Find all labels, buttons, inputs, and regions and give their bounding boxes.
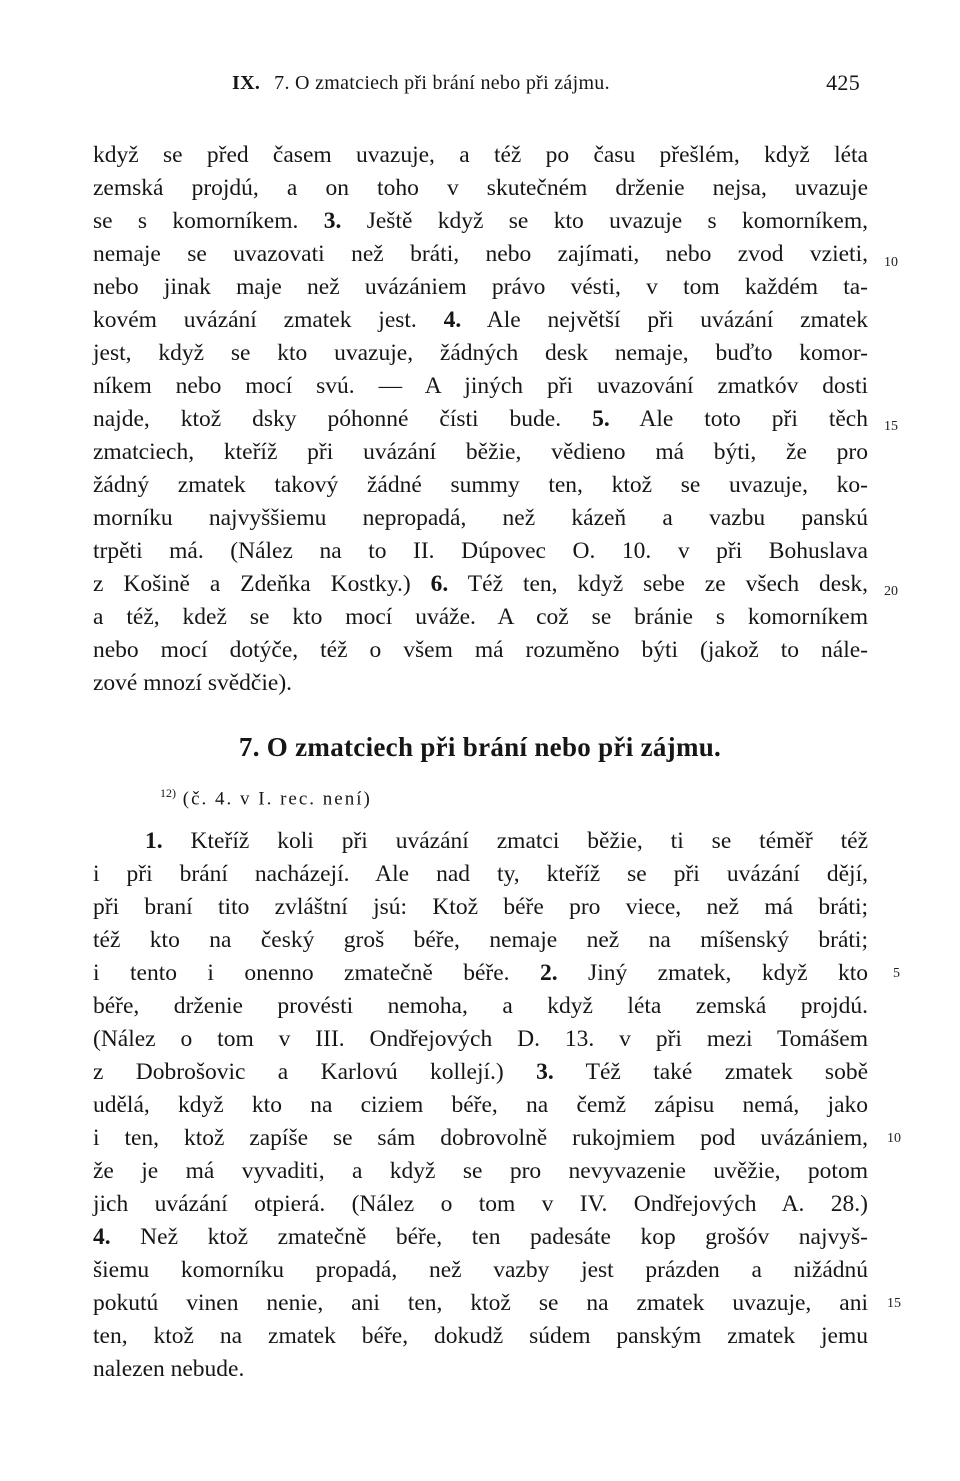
text-line: z Dobrošovic a Karlovú kollejí.) 3. Též také zmatek sobě: [93, 1059, 869, 1085]
text-line: ten, ktož na zmatek béře, dokudž súdem panským zmatek jemu: [93, 1323, 868, 1349]
text-line: nemaje se uvazovati než bráti, nebo zajímati, nebo zvod vzieti,: [93, 241, 868, 267]
line-number: 5: [893, 966, 900, 981]
text-line: že je má vyvaditi, a když se pro nevyvazenie uvěžie, potom: [93, 1158, 868, 1184]
text-line: nebo mocí dotýče, též o všem má rozuměno býti (jakož to nále-: [93, 637, 868, 663]
running-title: [232, 72, 610, 95]
line-number: 10: [887, 1131, 901, 1146]
text-line: i tento i onenno zmatečně béře. 2. Jiný zmatek, když kto: [93, 960, 869, 986]
text-line: pokutú vinen nenie, ani ten, ktož se na zmatek uvazuje, ani: [93, 1290, 868, 1316]
text-line: žádný zmatek takový žádné summy ten, ktož se uvazuje, ko-: [93, 472, 868, 498]
text-line: zmatciech, kteříž při uvázání běžie, vědieno má býti, že pro: [93, 439, 868, 465]
text-line: šiemu komorníku propadá, než vazby jest prázden a nižádnú: [93, 1257, 868, 1283]
section-title: 7. O zmatciech při brání nebo při zájmu.: [238, 732, 722, 762]
line-number: 10: [884, 255, 898, 270]
text-line: i ten, ktož zapíše se sám dobrovolně rukojmiem pod uvázániem,: [93, 1125, 868, 1151]
text-line: béře, drženie provésti nemoha, a když léta zemská projdú.: [93, 993, 868, 1019]
text-line: udělá, když kto na ciziem béře, na čemž zápisu nemá, jako: [93, 1092, 868, 1118]
footnote-mark: 12): [160, 786, 176, 800]
text-line: jest, když se kto uvazuje, žádných desk nemaje, buďto komor-: [93, 340, 868, 366]
line-number: 15: [884, 419, 898, 434]
text-line: nalezen nebude.: [93, 1356, 245, 1382]
text-line: a též, kdež se kto mocí uváže. A což se bránie s komorníkem: [93, 604, 868, 630]
text-line: níkem nebo mocí svú. — A jiných při uvazování zmatkóv dosti: [93, 373, 868, 399]
text-line: při braní tito zvláštní jsú: Ktož béře pro viece, než má bráti;: [93, 894, 868, 920]
text-line: se s komorníkem. 3. Ještě když se kto uvazuje s komorníkem,: [93, 208, 868, 234]
text-line: jich uvázání otpierá. (Nález o tom v IV. Ondřejových A. 28.): [93, 1191, 868, 1217]
text-line: zové mnozí svědčie).: [93, 670, 293, 696]
running-head: [232, 72, 872, 106]
running-title-text: 7. O zmatciech při brání nebo při zájmu.: [274, 72, 610, 94]
text-line: 4. Než ktož zmatečně béře, ten padesáte kop grošóv najvyš-: [93, 1224, 868, 1250]
text-line: nebo jinak maje než uvázániem právo vésti, v tom každém ta-: [93, 274, 868, 300]
line-number: 20: [884, 584, 898, 599]
footnote: [160, 786, 372, 810]
footnote-text: (č. 4. v I. rec. není): [182, 788, 372, 810]
page-number: 425: [826, 70, 860, 95]
paragraph-top: [93, 139, 868, 700]
paragraph-bottom: [93, 825, 868, 1386]
text-line: i při brání nacházejí. Ale nad ty, kteříž se při uvázání dějí,: [93, 861, 868, 887]
text-line: zemská projdú, a on toho v skutečném drženie nejsa, uvazuje: [93, 175, 868, 201]
text-line: 1. Kteříž koli při uvázání zmatci běžie, ti se téměř též: [145, 828, 868, 854]
text-line: kovém uvázání zmatek jest. 4. Ale největší při uvázání zmatek: [93, 307, 868, 333]
text-line: když se před časem uvazuje, a též po času přešlém, když léta: [93, 142, 868, 168]
line-number: 15: [887, 1296, 901, 1311]
text-line: z Košině a Zdeňka Kostky.) 6. Též ten, když sebe ze všech desk,: [93, 571, 868, 597]
text-line: (Nález o tom v III. Ondřejových D. 13. v při mezi Tomášem: [93, 1026, 868, 1052]
text-line: morníku najvyššiemu nepropadá, než kázeň a vazbu panskú: [93, 505, 868, 531]
text-line: trpěti má. (Nález na to II. Dúpovec O. 10. v při Bohuslava: [93, 538, 868, 564]
text-line: najde, ktož dsky póhonné čísti bude. 5. Ale toto při těch: [93, 406, 868, 432]
text-line: též kto na český groš béře, nemaje než na míšenský bráti;: [93, 927, 868, 953]
chapter-number: IX.: [232, 72, 261, 94]
